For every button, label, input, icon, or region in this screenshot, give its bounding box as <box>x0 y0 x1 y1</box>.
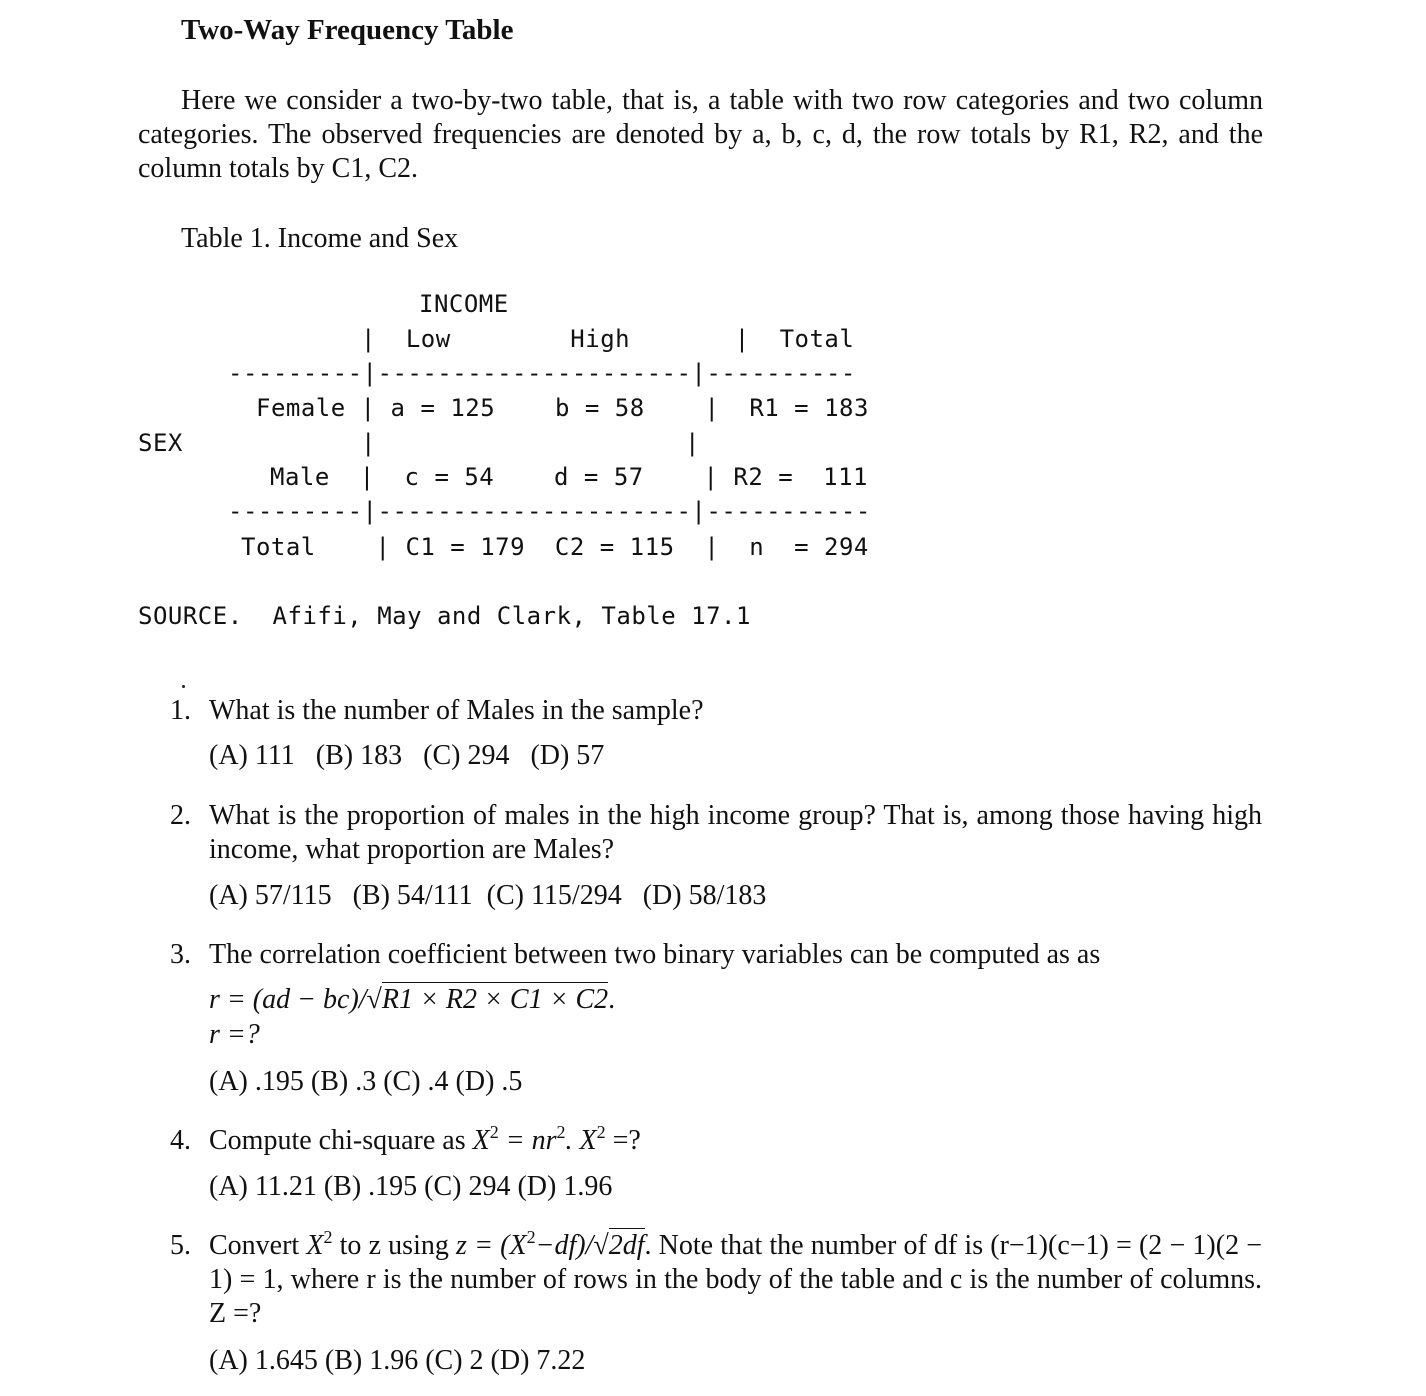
q5-p2: X <box>306 1230 324 1261</box>
table-row-female: Female | a = 125 b = 58 | R1 = 183 <box>256 394 869 422</box>
question-number: 2. <box>170 800 191 831</box>
table-rule-top: ---------|---------------------|---------- <box>228 359 856 387</box>
formula-ask: r =? <box>209 1019 260 1050</box>
q5-p9: . Note that the number of df is (r−1)(c−1) = (2 − 1)(2 − 1) = 1, where r is the number of rows in the body of the table and c is the number of columns. Z =? <box>209 1230 1263 1329</box>
q4-text-b: X <box>472 1125 490 1156</box>
question-2 <box>170 799 1262 867</box>
table-header-income: INCOME <box>419 290 509 318</box>
q4-text-d: = nr <box>498 1125 557 1156</box>
q5-p3: 2 <box>323 1227 333 1247</box>
q5-p7: −df)/ <box>535 1230 594 1261</box>
question-2-choices: (A) 57/115 (B) 54/111 (C) 115/294 (D) 58/183 <box>209 880 767 911</box>
table-header-row: | Low High | Total <box>361 325 855 353</box>
question-5-choices: (A) 1.645 (B) 1.96 (C) 2 (D) 7.22 <box>209 1345 586 1376</box>
formula-period: . <box>608 984 616 1015</box>
sqrt-sign: √ <box>593 1230 609 1261</box>
intro-paragraph: Here we consider a two-by-two table, that is, a table with two row categories and two column categories. The observed frequencies are denoted by a, b, c, d, the row totals by R1, R2, and the column totals by C1, C2. <box>138 85 1263 184</box>
question-1-choices: (A) 111 (B) 183 (C) 294 (D) 57 <box>209 740 605 771</box>
formula-lhs: r = (ad − bc)/ <box>209 984 367 1015</box>
source-line: SOURCE. Afifi, May and Clark, Table 17.1 <box>138 602 751 630</box>
table-caption: Table 1. Income and Sex <box>181 223 459 254</box>
formula-r <box>209 984 615 1016</box>
table-sex-label: SEX <box>138 429 183 457</box>
q5-p5: z = (X <box>456 1230 527 1261</box>
question-4 <box>170 1124 1262 1158</box>
question-text <box>209 1124 1262 1158</box>
question-text: What is the number of Males in the sample? <box>209 695 704 726</box>
question-number: 1. <box>170 695 191 726</box>
q5-p4: to z using <box>332 1230 457 1261</box>
q5-p6: 2 <box>526 1227 536 1247</box>
question-3 <box>170 938 1262 972</box>
q5-p1: Convert <box>209 1230 307 1261</box>
q4-text-f: . X <box>565 1125 597 1156</box>
question-text: What is the proportion of males in the high income group? That is, among those having high income, what proportion are Males? <box>209 800 1262 865</box>
q4-text-e: 2 <box>556 1122 566 1142</box>
question-1 <box>170 694 1262 728</box>
q5-p8: 2df <box>608 1230 645 1261</box>
table-row-male: Male | c = 54 d = 57 | R2 = 111 <box>270 463 868 491</box>
question-number: 4. <box>170 1125 191 1156</box>
table-bar-left: | <box>361 429 376 457</box>
question-number: 5. <box>170 1230 191 1261</box>
sqrt-sign: √ <box>366 984 382 1015</box>
q4-text-c: 2 <box>489 1122 499 1142</box>
question-number: 3. <box>170 939 191 970</box>
q4-text-a: Compute chi-square as <box>209 1125 473 1156</box>
table-rule-bottom: ---------|---------------------|----------- <box>228 497 871 525</box>
question-text: The correlation coefficient between two binary variables can be computed as as <box>209 939 1101 970</box>
question-4-choices: (A) 11.21 (B) .195 (C) 294 (D) 1.96 <box>209 1171 613 1202</box>
question-3-choices: (A) .195 (B) .3 (C) .4 (D) .5 <box>209 1066 523 1097</box>
q4-text-h: =? <box>605 1125 641 1156</box>
table-row-total: Total | C1 = 179 C2 = 115 | n = 294 <box>241 533 869 561</box>
formula-radicand: R1 × R2 × C1 × C2 <box>381 984 609 1015</box>
question-text <box>209 1229 1262 1331</box>
table-bar-right: | <box>685 429 700 457</box>
q4-text-g: 2 <box>596 1122 606 1142</box>
question-5 <box>170 1229 1262 1331</box>
page-title: Two-Way Frequency Table <box>181 14 514 46</box>
stray-dot <box>182 685 185 688</box>
